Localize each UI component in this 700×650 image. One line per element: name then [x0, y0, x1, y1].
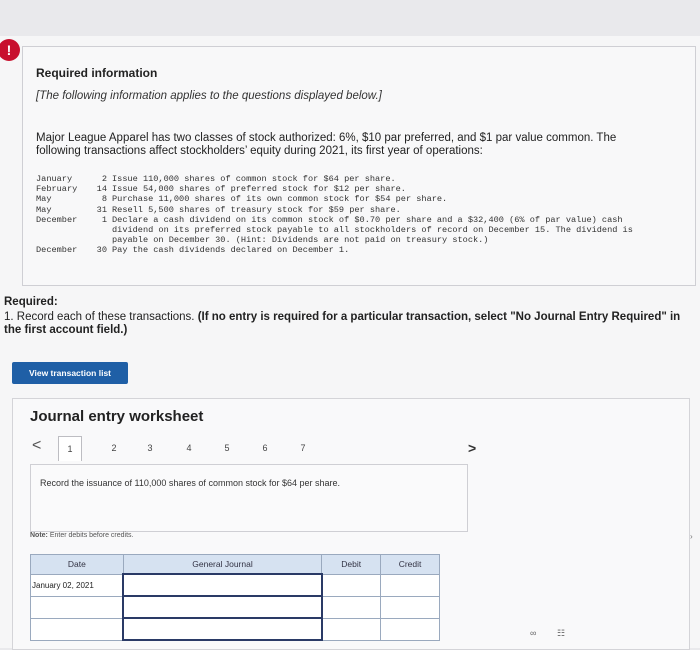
worksheet-instruction: Record the issuance of 110,000 shares of common stock for $64 per share.	[40, 478, 340, 488]
debit-input[interactable]	[322, 618, 381, 640]
date-cell[interactable]	[31, 596, 124, 618]
instruction-box	[30, 464, 468, 532]
required-label: Required:	[4, 296, 58, 308]
transaction-day	[91, 235, 107, 245]
view-transaction-list-button[interactable]: View transaction list	[12, 362, 128, 384]
credit-input[interactable]	[381, 618, 440, 640]
required-information-subtitle: [The following information applies to the questions displayed below.]	[36, 90, 382, 102]
transaction-month	[36, 235, 91, 245]
account-select[interactable]	[123, 618, 321, 640]
transaction-row	[36, 194, 700, 204]
transaction-month: December	[36, 245, 78, 256]
transaction-text: payable on December 30. (Hint: Dividends are not paid on treasury stock.)	[112, 235, 489, 246]
transaction-row	[36, 215, 700, 225]
transaction-text: Purchase 11,000 shares of its own common stock for $54 per share.	[112, 194, 448, 205]
transaction-month: January	[36, 174, 73, 184]
transaction-row	[36, 205, 700, 215]
column-header-date: Date	[31, 555, 124, 575]
transaction-row	[36, 245, 700, 255]
transaction-text: Declare a cash dividend on its common stock of $0.70 per share and a $32,400 (6% of par value) cash	[112, 214, 623, 225]
credit-input[interactable]	[381, 574, 440, 596]
transaction-text: Issue 110,000 shares of common stock for $64 per share.	[112, 174, 396, 184]
transaction-month: February	[36, 184, 78, 195]
transaction-day: 1	[101, 214, 107, 225]
transaction-day: 14	[96, 184, 107, 195]
column-header-credit: Credit	[381, 555, 440, 575]
transaction-text: Pay the cash dividends declared on December 1.	[112, 245, 350, 256]
transaction-day: 8	[101, 194, 107, 205]
debit-input[interactable]	[322, 596, 381, 618]
required-information-title: Required information	[36, 66, 158, 80]
table-row	[31, 596, 440, 618]
note-text: Enter debits before credits.	[49, 532, 134, 539]
transaction-month: December	[36, 214, 78, 225]
date-cell[interactable]: January 02, 2021	[31, 574, 124, 596]
transaction-day: 2	[101, 174, 107, 184]
account-select[interactable]	[123, 574, 321, 596]
tab-2[interactable]: 2	[111, 443, 117, 453]
transaction-month	[36, 225, 91, 235]
transaction-row	[36, 174, 700, 184]
transaction-text: Issue 54,000 shares of preferred stock for $12 per share.	[112, 184, 406, 195]
tab-3[interactable]: 3	[147, 443, 153, 453]
bottom-toolbar	[530, 628, 583, 639]
transaction-text: Resell 5,500 shares of treasury stock for $59 per share.	[112, 204, 401, 215]
tab-4[interactable]: 4	[186, 443, 192, 453]
note	[30, 532, 134, 539]
transaction-text: dividend on its preferred stock payable to all stockholders of record on December 15. The dividend is	[112, 225, 633, 236]
credit-input[interactable]	[381, 596, 440, 618]
worksheet-pager	[30, 434, 485, 464]
tab-6[interactable]: 6	[262, 443, 268, 453]
previous-arrow-icon[interactable]: <	[32, 437, 42, 454]
journal-header-row	[31, 555, 440, 575]
required-text-bold: (If no entry is required for a particular transaction, select "No Journal Entry Required" in the first account field.)	[4, 311, 681, 336]
transaction-row	[36, 235, 700, 245]
date-cell[interactable]	[31, 618, 124, 640]
column-header-general-journal: General Journal	[123, 555, 321, 575]
transaction-list	[36, 174, 700, 256]
journal-table	[30, 554, 440, 641]
transaction-day: 31	[96, 204, 107, 215]
tab-7[interactable]: 7	[300, 443, 306, 453]
transaction-month: May	[36, 204, 52, 215]
transaction-day	[91, 225, 107, 235]
note-label: Note:	[30, 532, 48, 539]
grid-icon[interactable]: ☷	[556, 628, 566, 638]
tab-5[interactable]: 5	[224, 443, 230, 453]
transaction-day: 30	[96, 245, 107, 256]
transaction-row	[36, 225, 700, 235]
edge-arrow-icon: ›	[690, 532, 693, 541]
table-row	[31, 618, 440, 640]
tab-1[interactable]: 1	[58, 436, 82, 461]
alert-icon: !	[0, 39, 20, 61]
next-arrow-icon[interactable]: >	[468, 440, 477, 456]
transaction-row	[36, 184, 700, 194]
link-icon[interactable]: ∞	[530, 628, 537, 638]
account-select[interactable]	[123, 596, 321, 618]
worksheet-title: Journal entry worksheet	[30, 408, 204, 425]
required-text-plain: 1. Record each of these transactions.	[4, 311, 195, 323]
intro-text: Major League Apparel has two classes of stock authorized: 6%, $10 par preferred, and $1 par value common. The following transactions affect stockholders’ equity during 2021, its first year of operations:	[36, 132, 617, 157]
transaction-month: May	[36, 194, 52, 205]
required-instructions	[4, 311, 694, 337]
debit-input[interactable]	[322, 574, 381, 596]
table-row	[31, 574, 440, 596]
column-header-debit: Debit	[322, 555, 381, 575]
